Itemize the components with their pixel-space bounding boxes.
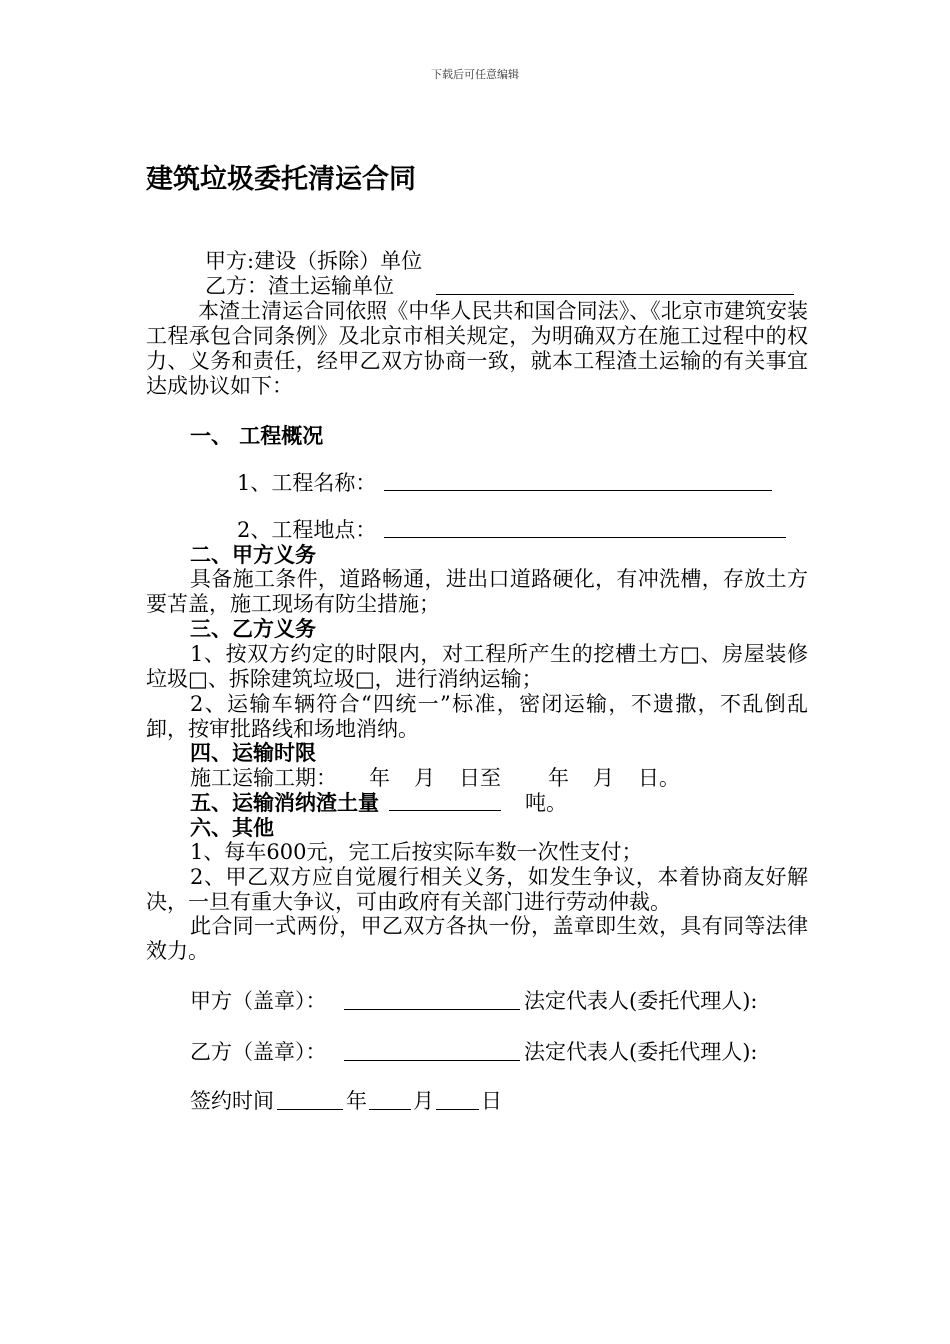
section6-item2: 2、甲乙双方应自觉履行相关义务，如发生争议，本着协商友好解决，一旦有重大争议，可由政府有关部门进行劳动仲裁。	[146, 865, 808, 914]
volume-unit: 吨。	[525, 791, 567, 815]
section4-heading: 四、运输时限	[190, 741, 316, 765]
sign-year-label: 年	[346, 1089, 367, 1113]
section2-heading: 二、甲方义务	[190, 543, 316, 567]
period-year-2: 年	[548, 766, 569, 790]
section3-item1: 1、按双方约定的时限内，对工程所产生的挖槽土方□、房屋装修垃圾□、拆除建筑垃圾□，进行消纳运输；	[146, 642, 808, 691]
party-b-underline	[436, 294, 794, 295]
party-b-line	[205, 274, 394, 299]
sign-date-label: 签约时间	[190, 1089, 274, 1113]
project-place-underline	[384, 537, 786, 538]
volume-underline	[389, 810, 501, 811]
project-name-label: 1、工程名称：	[237, 471, 377, 495]
section2-text: 具备施工条件，道路畅通，进出口道路硬化，有冲洗槽，存放土方要苫盖，施工现场有防尘措施；	[146, 567, 808, 616]
section6-closing: 此合同一式两份，甲乙双方各执一份，盖章即生效，具有同等法律效力。	[146, 914, 808, 963]
party-a-line: 甲方:建设（拆除）单位	[205, 249, 423, 273]
sign-month-underline	[369, 1109, 411, 1110]
section6-item1: 1、每车600元，完工后按实际车数一次性支付；	[190, 840, 643, 864]
project-place-label: 2、工程地点：	[237, 518, 377, 542]
sign-month-label: 月	[413, 1089, 434, 1113]
header-note: 下载后可任意编辑	[431, 68, 519, 81]
party-b-rep-label: 法定代表人(委托代理人):	[524, 1040, 758, 1064]
period-year-1: 年	[369, 766, 390, 790]
section3-item2: 2、运输车辆符合“四统一”标准，密闭运输，不遗撒，不乱倒乱卸，按审批路线和场地消纳。	[146, 692, 808, 741]
period-label: 施工运输工期：	[190, 766, 337, 790]
document-title: 建筑垃圾委托清运合同	[146, 164, 416, 195]
party-b-seal-underline	[344, 1060, 520, 1061]
period-day-end: 日。	[638, 766, 680, 790]
section5-heading: 五、运输消纳渣土量	[190, 791, 379, 815]
party-b-seal-label: 乙方（盖章）：	[190, 1040, 327, 1064]
section3-heading: 三、乙方义务	[190, 617, 316, 641]
party-a-seal-label: 甲方（盖章）：	[190, 989, 327, 1013]
period-day-to: 日至	[459, 766, 501, 790]
sign-day-label: 日	[481, 1089, 502, 1113]
period-month-2: 月	[593, 766, 614, 790]
period-month-1: 月	[414, 766, 435, 790]
party-b-label: 乙方：渣土运输单位	[205, 274, 394, 298]
sign-day-underline	[436, 1109, 479, 1110]
party-a-seal-underline	[344, 1009, 520, 1010]
intro-paragraph: 本渣土清运合同依照《中华人民共和国合同法》、《北京市建筑安装工程承包合同条例》及北京市相关规定，为明确双方在施工过程中的权力、义务和责任，经甲乙双方协商一致，就本工程渣土运输的有关事宜达成协议如下：	[146, 299, 808, 398]
sign-year-underline	[277, 1109, 343, 1110]
section6-heading: 六、其他	[190, 816, 274, 840]
project-name-underline	[384, 490, 772, 491]
section1-heading: 一、 工程概况	[190, 424, 324, 448]
party-a-rep-label: 法定代表人(委托代理人):	[524, 989, 758, 1013]
